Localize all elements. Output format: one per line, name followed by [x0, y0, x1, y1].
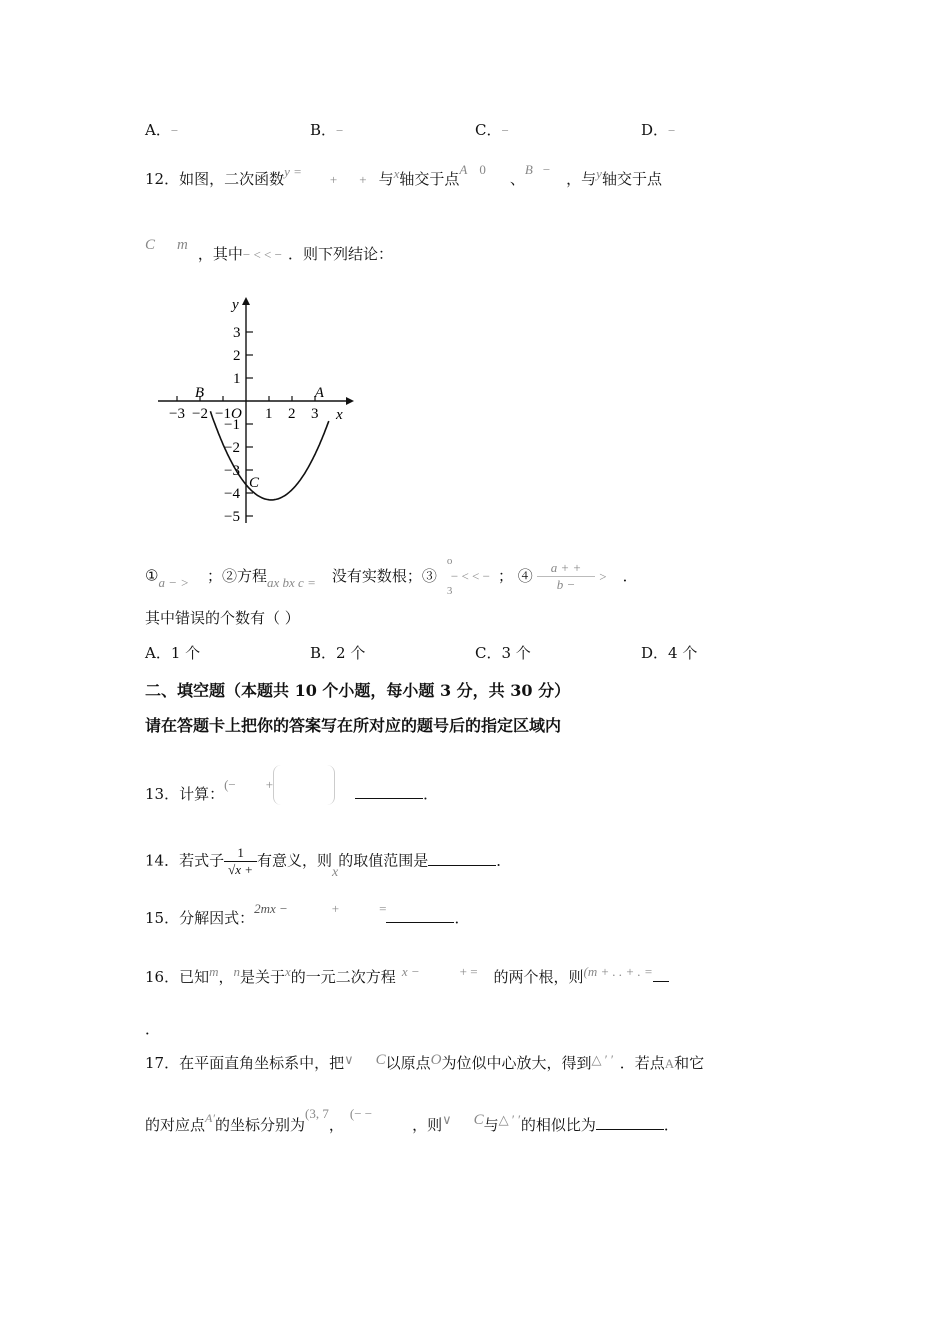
y-tick-label: 3 — [233, 325, 241, 341]
q13-answer-blank[interactable] — [355, 784, 423, 799]
q15-answer-blank[interactable] — [386, 908, 454, 923]
q16-answer-blank[interactable] — [653, 967, 669, 982]
q14-answer-blank[interactable] — [428, 851, 496, 866]
q12-line2: C m ，其中− < < − ．则下列结论： — [145, 237, 393, 263]
x-tick-label: 2 — [288, 406, 296, 422]
y-tick-label: −3 — [224, 463, 240, 479]
q11-option-a: A．− — [145, 121, 179, 139]
q16-tail: ． — [145, 1020, 161, 1038]
parabola-graph — [150, 295, 360, 530]
q12-option-a: A．1 个 — [145, 644, 201, 662]
y-tick-label: 2 — [233, 348, 241, 364]
q17-answer-blank[interactable] — [596, 1115, 664, 1130]
q12-conclusions: ①a − > ；②方程ax bx c = 没有实数根；③ o 3 − < < − ； ④ $\frac{a + +}{b -}$ > ． — [145, 554, 638, 597]
point-c-label: C — [249, 474, 260, 491]
q17-line2: 的对应点$^{A'}$的坐标分别为(3, 7，(− −，则∨ C与△ ′ ′的相似比为 ． — [145, 1106, 679, 1134]
q11-option-d: D．− — [641, 121, 676, 139]
q12-option-d: D．4 个 — [641, 644, 698, 662]
q15: 15．分解因式：2mx − + =． — [145, 901, 470, 927]
q13-bracket — [273, 765, 335, 805]
x-tick-label: −2 — [192, 406, 208, 422]
y-axis-label: y — [232, 297, 239, 313]
x-tick-label: −3 — [169, 406, 185, 422]
x-tick-label: 3 — [311, 406, 319, 422]
y-tick-label: −5 — [224, 509, 240, 525]
q13: 13．计算：(− +． — [145, 775, 438, 815]
q11-option-b: B．− — [310, 121, 344, 139]
q16: 16．已知m，n是关于x的一元二次方程 x − + = 的两个根，则(m + . . + . = — [145, 966, 669, 987]
q17-line1: 17．在平面直角坐标系中，把∨ C以原点O为位似中心放大，得到△ ′ ′ ．若点A和它 — [145, 1052, 705, 1072]
q12-option-b: B．2 个 — [310, 644, 366, 662]
y-tick-label: −4 — [224, 486, 240, 502]
q12-line1: 12．如图，二次函数y =+ + 与x轴交于点A 0、B −，与y轴交于点 — [145, 162, 662, 188]
y-tick-label: −1 — [224, 417, 240, 433]
x-tick-label: −1 — [215, 406, 231, 422]
point-b-label: B — [194, 385, 205, 401]
y-tick-label: 1 — [233, 371, 241, 387]
x-tick-label: 1 — [265, 406, 273, 422]
x-axis-label: x — [336, 407, 343, 423]
q12-question: 其中错误的个数有（ ） — [145, 609, 300, 627]
y-tick-label: −2 — [224, 440, 240, 456]
q12-option-c: C．3 个 — [475, 644, 531, 662]
section-heading: 二、填空题（本题共 10 个小题，每小题 3 分，共 30 分） — [145, 681, 571, 700]
point-a-label: A — [314, 385, 324, 401]
q11-option-c: C．− — [475, 121, 509, 139]
q14: 14．若式子 $\frac{1}{√x +}$ 有意义，则x的取值范围是 ． — [145, 845, 512, 880]
section-instruction: 请在答题卡上把你的答案写在所对应的题号后的指定区域内 — [145, 716, 562, 735]
origin-label: O — [231, 406, 242, 422]
